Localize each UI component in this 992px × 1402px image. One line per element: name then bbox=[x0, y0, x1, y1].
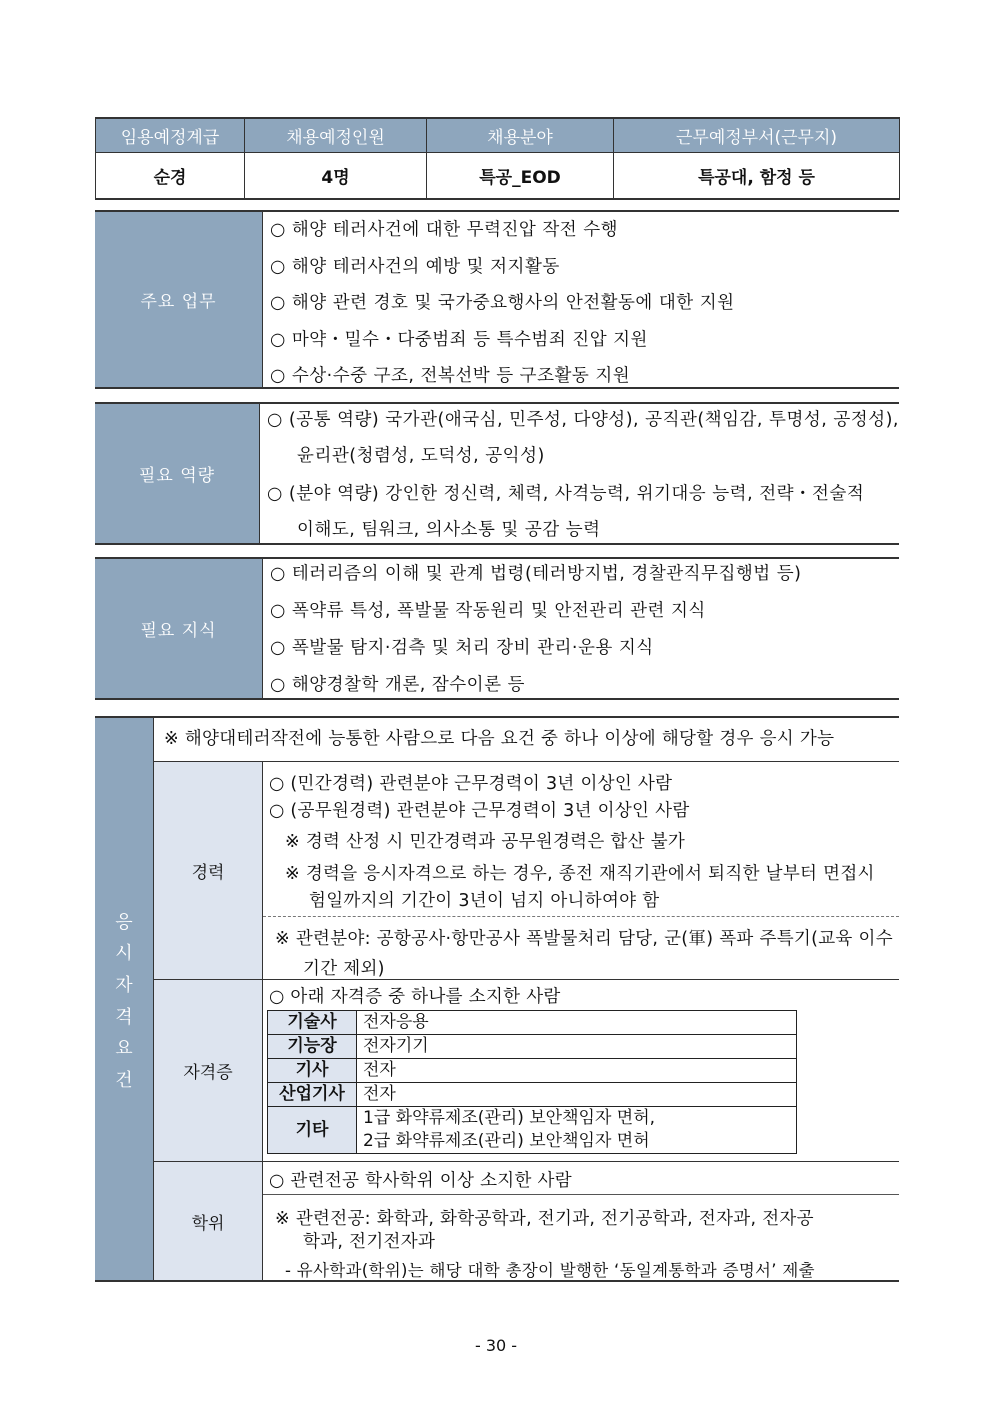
duty-item: ○ 마약・밀수・다중범죄 등 특수범죄 진압 지원 bbox=[270, 329, 648, 350]
knowledge-item: ○ 해양경찰학 개론, 잠수이론 등 bbox=[270, 675, 525, 695]
degree-line: ○ 관련전공 학사학위 이상 소지한 사람 bbox=[269, 1171, 572, 1191]
column-header-department: 근무예정부서(근무지) bbox=[614, 118, 900, 153]
competency-line: 이해도, 팀워크, 의사소통 및 공감 능력 bbox=[297, 520, 601, 540]
degree-label: 학위 bbox=[154, 1162, 263, 1280]
qualification-section bbox=[95, 716, 899, 1282]
competency-section bbox=[95, 402, 899, 545]
license-type: 산업기사 bbox=[268, 1083, 357, 1107]
competency-line: ○ (분야 역량) 강인한 정신력, 체력, 사격능력, 위기대응 능력, 전략・전술적 bbox=[267, 484, 865, 504]
license-intro: ○ 아래 자격증 중 하나를 소지한 사람 bbox=[269, 987, 561, 1007]
degree-content bbox=[263, 1162, 899, 1280]
career-line: ※ 경력 산정 시 민간경력과 공무원경력은 합산 불가 bbox=[285, 832, 686, 852]
license-field bbox=[357, 1107, 797, 1154]
competency-line: 윤리관(청렴성, 도덕성, 공익성) bbox=[297, 446, 545, 466]
qualification-label-char: 격 bbox=[115, 1007, 133, 1028]
duties-section bbox=[95, 210, 899, 389]
rank-value: 순경 bbox=[96, 153, 245, 200]
license-field: 전자 bbox=[357, 1083, 797, 1107]
duties-label: 주요 업무 bbox=[95, 212, 263, 387]
qualification-label-char: 건 bbox=[115, 1070, 133, 1091]
license-field-line: 2급 화약류제조(관리) 보안책임자 면허 bbox=[363, 1131, 650, 1151]
competency-line: ○ (공통 역량) 국가관(애국심, 민주성, 다양성), 공직관(책임감, 투명성, 공정성), bbox=[267, 410, 899, 430]
table-row bbox=[268, 1059, 797, 1083]
license-field: 전자응용 bbox=[357, 1011, 797, 1035]
career-line: ※ 관련분야: 공항공사·항만공사 폭발물처리 담당, 군(軍) 폭파 주특기(교육 이수 bbox=[275, 929, 893, 949]
degree-line: - 유사학과(학위)는 해당 대학 총장이 발행한 ‘동일계통학과 증명서’ 제출 bbox=[285, 1261, 815, 1280]
column-header-headcount: 채용예정인원 bbox=[245, 118, 427, 153]
divider bbox=[263, 1194, 899, 1195]
license-type: 기술사 bbox=[268, 1011, 357, 1035]
duty-item: ○ 해양 테러사건의 예방 및 저지활동 bbox=[270, 256, 560, 277]
career-content bbox=[263, 762, 899, 980]
license-type: 기사 bbox=[268, 1059, 357, 1083]
department-value: 특공대, 함정 등 bbox=[614, 153, 900, 200]
qualification-label-char: 요 bbox=[115, 1038, 133, 1059]
career-line: ※ 경력을 응시자격으로 하는 경우, 종전 재직기관에서 퇴직한 날부터 면접시 bbox=[285, 864, 875, 884]
divider bbox=[263, 916, 899, 917]
knowledge-item: ○ 테러리즘의 이해 및 관계 법령(테러방지법, 경찰관직무집행법 등) bbox=[270, 564, 802, 584]
recruitment-summary-table bbox=[95, 117, 900, 200]
career-line: ○ (민간경력) 관련분야 근무경력이 3년 이상인 사람 bbox=[269, 774, 673, 794]
headcount-value: 4명 bbox=[245, 153, 427, 200]
license-field: 전자 bbox=[357, 1059, 797, 1083]
duty-item: ○ 해양 관련 경호 및 국가중요행사의 안전활동에 대한 지원 bbox=[270, 293, 735, 313]
qualification-label-char: 자 bbox=[115, 975, 133, 996]
knowledge-item: ○ 폭발물 탐지·검측 및 처리 장비 관리·운용 지식 bbox=[270, 638, 654, 658]
qualification-label-char: 응 bbox=[115, 912, 133, 933]
career-line: ○ (공무원경력) 관련분야 근무경력이 3년 이상인 사람 bbox=[269, 801, 690, 821]
qualification-note: ※ 해양대테러작전에 능통한 사람으로 다음 요건 중 하나 이상에 해당할 경우 응시 가능 bbox=[154, 718, 899, 762]
competency-label: 필요 역량 bbox=[95, 404, 260, 543]
license-field-line: 1급 화약류제조(관리) 보안책임자 면허, bbox=[363, 1108, 656, 1128]
knowledge-label: 필요 지식 bbox=[95, 559, 263, 698]
knowledge-item: ○ 폭약류 특성, 폭발물 작동원리 및 안전관리 관련 지식 bbox=[270, 601, 706, 621]
table-row bbox=[268, 1035, 797, 1059]
table-row bbox=[268, 1083, 797, 1107]
license-label: 자격증 bbox=[154, 980, 263, 1162]
duty-item: ○ 해양 테러사건에 대한 무력진압 작전 수행 bbox=[270, 220, 619, 240]
knowledge-section bbox=[95, 557, 899, 700]
column-header-field: 채용분야 bbox=[427, 118, 614, 153]
license-type: 기능장 bbox=[268, 1035, 357, 1059]
table-row bbox=[268, 1011, 797, 1035]
degree-line: ※ 관련전공: 화학과, 화학공학과, 전기과, 전기공학과, 전자과, 전자공 bbox=[275, 1209, 814, 1229]
page-number: - 30 - bbox=[474, 1336, 518, 1355]
duty-item: ○ 수상·수중 구조, 전복선박 등 구조활동 지원 bbox=[270, 366, 631, 386]
career-label: 경력 bbox=[154, 762, 263, 980]
license-type: 기타 bbox=[268, 1107, 357, 1154]
career-line: 험일까지의 기간이 3년이 넘지 아니하여야 함 bbox=[309, 891, 660, 911]
field-value: 특공_EOD bbox=[427, 153, 614, 200]
license-field: 전자기기 bbox=[357, 1035, 797, 1059]
table-row bbox=[268, 1107, 797, 1154]
qualification-label bbox=[95, 718, 154, 1280]
career-line: 기간 제외) bbox=[303, 959, 385, 979]
column-header-rank: 임용예정계급 bbox=[96, 118, 245, 153]
license-table bbox=[267, 1010, 797, 1154]
qualification-label-char: 시 bbox=[115, 943, 133, 964]
degree-line: 학과, 전기전자과 bbox=[303, 1232, 436, 1252]
